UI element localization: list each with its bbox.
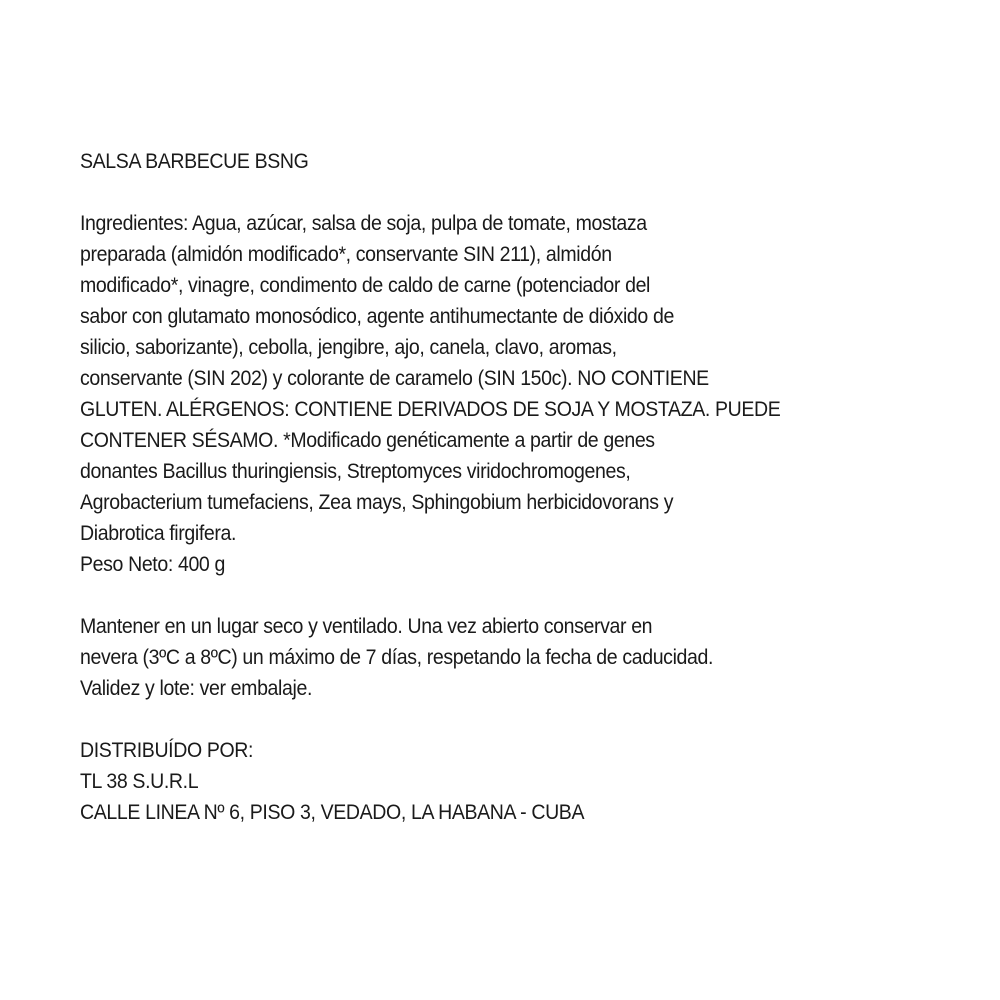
ingredients-line: silicio, saborizante), cebolla, jengibre, ajo, canela, clavo, aromas, — [80, 336, 617, 359]
ingredients-line: donantes Bacillus thuringiensis, Streptomyces viridochromogenes, — [80, 460, 631, 483]
ingredients-line: Agrobacterium tumefaciens, Zea mays, Sphingobium herbicidovorans y — [80, 491, 674, 514]
storage-line: Mantener en un lugar seco y ventilado. Una vez abierto conservar en — [80, 615, 653, 638]
ingredients-block — [80, 208, 898, 549]
spacer — [80, 177, 898, 208]
ingredients-line: preparada (almidón modificado*, conservante SIN 211), almidón — [80, 243, 612, 266]
ingredients-line: conservante (SIN 202) y colorante de caramelo (SIN 150c). NO CONTIENE — [80, 367, 709, 390]
ingredients-line: sabor con glutamato monosódico, agente antihumectante de dióxido de — [80, 305, 674, 328]
product-title: SALSA BARBECUE BSNG — [80, 150, 309, 173]
distributor-label: DISTRIBUÍDO POR: — [80, 739, 254, 762]
ingredients-line: modificado*, vinagre, condimento de caldo de carne (potenciador del — [80, 274, 651, 297]
ingredients-line: Ingredientes: Agua, azúcar, salsa de soja, pulpa de tomate, mostaza — [80, 212, 647, 235]
ingredients-line: CONTENER SÉSAMO. *Modificado genéticamente a partir de genes — [80, 429, 655, 452]
storage-line: Validez y lote: ver embalaje. — [80, 677, 313, 700]
spacer — [80, 704, 898, 735]
net-weight: Peso Neto: 400 g — [80, 553, 225, 576]
ingredients-line: GLUTEN. ALÉRGENOS: CONTIENE DERIVADOS DE SOJA Y MOSTAZA. PUEDE — [80, 398, 781, 421]
ingredients-line: Diabrotica firgifera. — [80, 522, 237, 545]
distributor-address: CALLE LINEA Nº 6, PISO 3, VEDADO, LA HABANA - CUBA — [80, 801, 585, 824]
storage-line: nevera (3ºC a 8ºC) un máximo de 7 días, respetando la fecha de caducidad. — [80, 646, 714, 669]
distributor-name: TL 38 S.U.R.L — [80, 770, 199, 793]
storage-block — [80, 611, 898, 704]
spacer — [80, 580, 898, 611]
product-label-text — [80, 146, 898, 828]
distributor-block — [80, 735, 898, 828]
